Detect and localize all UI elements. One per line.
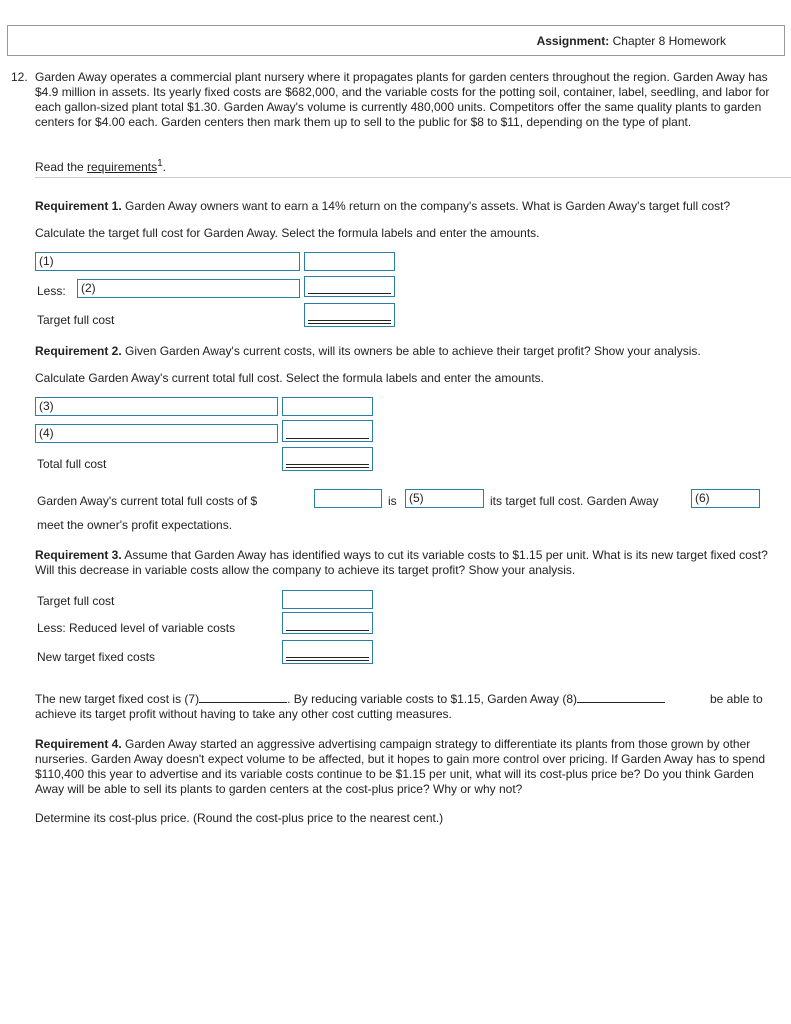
target-full-cost-input[interactable]	[304, 303, 395, 327]
req4-title: Requirement 4.	[35, 737, 122, 751]
req2-sentence-b: its target full cost. Garden Away	[490, 494, 659, 508]
req3-prompt: Requirement 3. Assume that Garden Away has identified ways to cut its variable costs to $1.15 per unit. What is its new target fixed cost? Will this decrease in variable costs allow the company to achieve its target profit? Show your analysis.	[35, 548, 768, 577]
req1-prompt: Requirement 1. Garden Away owners want to earn a 14% return on the company's assets. What is Garden Away's target full cost?	[35, 199, 731, 213]
req4-prompt: Requirement 4. Garden Away started an aggressive advertising campaign strategy to differentiate its plants from those grown by other nurseries. Garden Away doesn't expect volume to be affected, but it hopes to gain more control over pricing. If Garden Away has to spend $110,400 this year to advertise and its variable costs continue to be $1.15 per unit, what will its cost-plus price be? Do you think Garden Away will be able to sell its plants to garden centers at the cost-plus price? Why or why not?	[35, 737, 766, 796]
question-number: 12.	[11, 70, 28, 84]
amount-input-4[interactable]	[282, 420, 373, 442]
formula-label-select-1[interactable]: (1)	[35, 252, 300, 271]
req3-sentence: The new target fixed cost is (7) . By reducing variable costs to $1.15, Garden Away (8)	[35, 692, 785, 707]
assignment-header	[7, 25, 785, 56]
reduced-variable-costs-input[interactable]	[282, 612, 373, 634]
req1-instruction: Calculate the target full cost for Garden Away. Select the formula labels and enter the amounts.	[35, 226, 540, 240]
total-full-cost-input[interactable]	[282, 447, 373, 471]
req2-sentence-c: meet the owner's profit expectations.	[37, 518, 233, 532]
separator	[35, 177, 791, 178]
amount-input-3[interactable]	[282, 397, 373, 416]
req3-sentence-end: be able to	[710, 692, 763, 706]
comparison-select-5[interactable]: (5)	[405, 489, 484, 508]
req2-instruction: Calculate Garden Away's current total full cost. Select the formula labels and enter the amounts.	[35, 371, 545, 385]
req3-target-full-cost-input[interactable]	[282, 590, 373, 609]
req2-sentence-is: is	[388, 494, 397, 508]
req3-target-full-cost-label: Target full cost	[37, 594, 115, 608]
req3-sentence-cont: achieve its target profit without having to take any other cost cutting measures.	[35, 707, 452, 721]
will-select-6[interactable]: (6)	[691, 489, 760, 508]
req2-title: Requirement 2.	[35, 344, 122, 358]
total-full-cost-label: Total full cost	[37, 457, 107, 471]
req2-prompt: Requirement 2. Given Garden Away's current costs, will its owners be able to achieve their target profit? Show your analysis.	[35, 344, 701, 358]
req4-instruction: Determine its cost-plus price. (Round the cost-plus price to the nearest cent.)	[35, 811, 444, 825]
current-full-cost-input[interactable]	[314, 489, 382, 508]
requirements-link[interactable]: requirements	[87, 160, 158, 174]
assignment-name: Chapter 8 Homework	[612, 34, 726, 48]
assignment-title	[537, 34, 726, 48]
amount-input-2[interactable]	[304, 276, 395, 297]
dropdown-7[interactable]	[199, 702, 287, 703]
less-label: Less:	[37, 284, 66, 298]
req3-title: Requirement 3.	[35, 548, 122, 562]
formula-label-select-4[interactable]: (4)	[35, 424, 278, 443]
read-requirements: Read the requirements$^1$.	[35, 158, 166, 174]
dropdown-8[interactable]	[577, 702, 665, 703]
new-target-fixed-costs-input[interactable]	[282, 640, 373, 664]
formula-label-select-3[interactable]: (3)	[35, 397, 278, 416]
req2-sentence-a: Garden Away's current total full costs of $	[37, 494, 258, 508]
amount-input-1[interactable]	[304, 252, 395, 271]
reduced-variable-costs-label: Less: Reduced level of variable costs	[37, 621, 236, 635]
target-full-cost-label: Target full cost	[37, 313, 115, 327]
req1-title: Requirement 1.	[35, 199, 122, 213]
question-intro: Garden Away operates a commercial plant nursery where it propagates plants for garden centers throughout the region. Garden Away has $4.9 million in assets. Its yearly fixed costs are $682,000, and the variable costs for the potting soil, container, label, seedling, and labor for each gallon-sized plant total $1.30. Garden Away's volume is currently 480,000 units. Competitors offer the same quality plants to garden centers for $4.00 each. Garden centers then mark them up to sell to the public for $8 to $11, depending on the type of plant.	[35, 70, 770, 129]
formula-label-select-2[interactable]: (2)	[77, 279, 300, 298]
assignment-label: Assignment:	[536, 34, 610, 48]
new-target-fixed-costs-label: New target fixed costs	[37, 650, 156, 664]
